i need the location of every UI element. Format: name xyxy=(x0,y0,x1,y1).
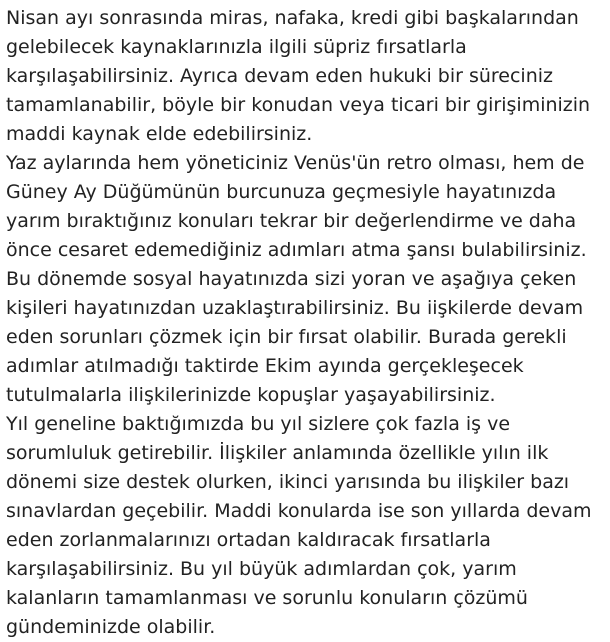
text-line-6: Yaz aylarında hem yöneticiniz Venüs'ün retro olması, hem de xyxy=(6,152,585,174)
text-line-3: karşılaşabilirsiniz. Ayrıca devam eden hukuki bir süreciniz xyxy=(6,65,554,87)
text-line-18: sınavlardan geçebilir. Maddi konularda ise son yıllarda devam xyxy=(6,500,592,522)
text-line-10: Bu dönemde sosyal hayatınızda sizi yoran ve aşağıya çeken xyxy=(6,268,577,290)
text-line-13: adımlar atılmadığı taktirde Ekim ayında gerçekleşecek xyxy=(6,355,524,377)
text-line-5: maddi kaynak elde edebilirsiniz. xyxy=(6,123,313,145)
text-line-7: Güney Ay Düğümünün burcunuza geçmesiyle hayatınızda xyxy=(6,181,557,203)
text-line-1: Nisan ayı sonrasında miras, nafaka, kredi gibi başkalarından xyxy=(6,7,579,29)
text-line-4: tamamlanabilir, böyle bir konudan veya ticari bir girişiminizin xyxy=(6,94,591,116)
text-line-14: tutulmalarla ilişkilerinizde kopuşlar yaşayabilirsiniz. xyxy=(6,384,496,406)
text-line-2: gelebilecek kaynaklarınızla ilgili süpriz fırsatlarla xyxy=(6,36,467,58)
text-line-19: eden zorlanmalarınızı ortadan kaldıracak fırsatlarla xyxy=(6,529,491,551)
text-line-20: karşılaşabilirsiniz. Bu yıl büyük adımlardan çok, yarım xyxy=(6,558,517,580)
text-line-16: sorumluluk getirebilir. İlişkiler anlamında özellikle yılın ilk xyxy=(6,442,549,464)
text-line-21: kalanların tamamlanması ve sorunlu konuların çözümü xyxy=(6,587,528,609)
text-line-9: önce cesaret edemediğiniz adımları atma şansı bulabilirsiniz. xyxy=(6,239,587,261)
text-line-11: kişileri hayatınızdan uzaklaştırabilirsiniz. Bu iişkilerde devam xyxy=(6,297,584,319)
text-line-12: eden sorunları çözmek için bir fırsat olabilir. Burada gerekli xyxy=(6,326,567,348)
horoscope-text-block xyxy=(6,4,610,642)
text-line-17: dönemi size destek olurken, ikinci yarısında bu ilişkiler bazı xyxy=(6,471,570,493)
text-line-15: Yıl geneline baktığımızda bu yıl sizlere çok fazla iş ve xyxy=(6,413,511,435)
text-line-8: yarım bıraktığınız konuları tekrar bir değerlendirme ve daha xyxy=(6,210,577,232)
text-line-22: gündeminizde olabilir. xyxy=(6,616,216,638)
